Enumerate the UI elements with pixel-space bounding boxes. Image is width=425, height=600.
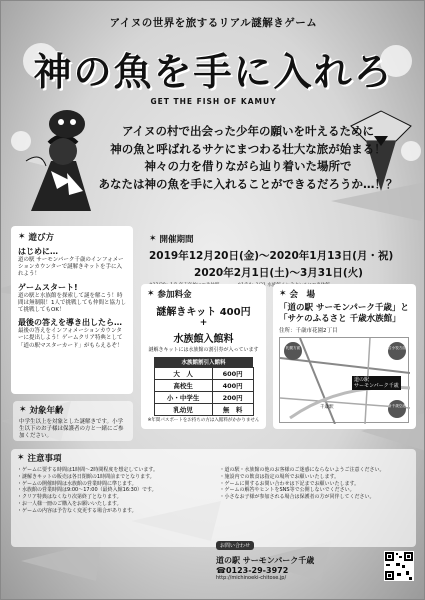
- period-dates-1: 2019年12月20日(金)〜2020年1月13日(月・祝): [149, 250, 394, 262]
- page-title: 神の魚を手に入れろ: [33, 49, 394, 94]
- fee-section: [141, 284, 266, 429]
- step-heading: ゲームスタート!: [18, 282, 78, 292]
- map-venue-badge: 道の駅 サーモンパーク千歳: [354, 377, 399, 389]
- star-icon: ✶: [18, 232, 26, 242]
- map-spot-airport: 新千歳空港: [388, 400, 406, 418]
- fee-price: 600円: [212, 367, 253, 379]
- lead-line: 神々の力を借りながら辿り着いた場所で: [144, 159, 352, 173]
- fee-note: 謎解きキットには水族館の割引券が入っています: [148, 347, 259, 353]
- tagline: アイヌの世界を旅するリアル謎解きゲーム: [109, 17, 318, 29]
- step-heading: 最後の答えを導き出したら…: [18, 318, 122, 328]
- note-item: ・水族館の営業時間は9:00〜17:00（最終入館16:30）です。: [17, 487, 157, 494]
- lead-line: アイヌの村で出会った少年の願いを叶えるために: [122, 124, 374, 138]
- note-item: ・ゲームの内容は予告なく変更する場合があります。: [17, 507, 137, 514]
- star-icon: ✶: [149, 234, 157, 244]
- qr-code-icon[interactable]: [384, 551, 414, 581]
- venue-name-2: 「サケのふるさと 千歳水族館」: [279, 314, 401, 324]
- period-title: ✶ 開催期間: [149, 234, 194, 245]
- fee-label: 乳幼児: [154, 403, 212, 415]
- fee-kit-price: 謎解きキット 400円: [156, 307, 251, 318]
- fee-plus: +: [199, 318, 208, 328]
- target-age-section: [13, 401, 133, 441]
- howto-title: ✶ 遊び方: [18, 232, 55, 243]
- note-item: ・道の駅・水族館の他のお客様のご迷惑にならないようご注意ください。: [219, 467, 385, 473]
- table-row: [154, 379, 253, 391]
- fee-price: 200円: [212, 391, 253, 403]
- star-icon: ✶: [279, 289, 287, 299]
- howto-section: [11, 226, 133, 394]
- fee-table-header: 水族館割引入館料: [154, 357, 253, 368]
- fee-footnote: ※年間パスポートをお持ちの方は入館料がかかりません: [147, 417, 260, 423]
- map-spot-tomakomai: 苫小牧方面: [388, 342, 406, 360]
- fee-label: 高校生: [154, 379, 212, 391]
- fee-title: ✶ 参加料金: [147, 289, 192, 300]
- table-row: [154, 403, 253, 415]
- step-text: 道の駅 サーモンパーク千歳のインフォメーションカウンターで謎解きキットを手に入れよう！: [18, 257, 124, 278]
- note-item: ・クリア特典はなくなり次第終了となります。: [17, 494, 122, 501]
- contact-section: [216, 532, 376, 592]
- mask-character-illustration: [47, 106, 87, 141]
- contact-website-link[interactable]: http://michinoeki-chitose.jp/: [216, 575, 287, 581]
- star-icon: ✶: [19, 405, 27, 415]
- note-item: ・ゲームの解答やヒントをSNS等で公開しないでください。: [219, 487, 355, 494]
- contact-name: 道の駅 サーモンパーク千歳: [216, 556, 315, 565]
- period-section: [141, 229, 416, 292]
- step-heading: はじめに…: [18, 247, 58, 256]
- fee-label: 小・中学生: [154, 391, 212, 403]
- step-text: 道の駅と水族館を探索して謎を解こう！時間は無制限！1人で挑戦しても仲間と協力して挑戦してもOK！: [18, 292, 127, 314]
- target-title: ✶ 対象年齢: [19, 405, 64, 416]
- contact-phone: ☎0123-29-3972: [216, 566, 289, 575]
- venue-section: [273, 284, 416, 429]
- note-item: ・ゲームの開催時間は水族館の営業時間に準じます。: [17, 480, 137, 487]
- map-spot-sapporo: 札幌方面: [284, 342, 302, 360]
- subtitle: GET THE FISH OF KAMUY: [150, 97, 277, 106]
- note-item: ・ゲームに関するお問い合わせは下記までお願いいたします。: [219, 480, 360, 487]
- venue-address: 住所：千歳市花園2丁目: [279, 328, 338, 334]
- venue-name-1: 「道の駅 サーモンパーク千歳」と: [279, 303, 409, 313]
- fee-label: 大 人: [154, 367, 212, 379]
- fee-table: [154, 357, 254, 416]
- note-item: ・小さなお子様が参加される場合は保護者の方が同伴してください。: [219, 494, 375, 501]
- table-row: [154, 391, 253, 403]
- star-icon: ✶: [17, 453, 25, 463]
- period-dates-2: 2020年2月1日(土)〜3月31日(火): [194, 267, 363, 279]
- map-station-label: 千歳駅: [320, 405, 334, 410]
- target-text: 中学生以上を対象とした謎解きです。小学生以下のお子様は保護者の方と一緒にご参加ください。: [19, 419, 124, 440]
- lead-line: 神の魚と呼ばれるサケにまつわる壮大な旅が始まる！: [110, 141, 386, 156]
- notes-column-right: [220, 467, 411, 515]
- venue-title: ✶ 会 場: [279, 289, 316, 300]
- note-item: ・施設内での飲食は指定の場所でお願いいたします。: [219, 473, 340, 480]
- table-row: [154, 367, 253, 379]
- note-item: ・謎解きキットの販売は各日閉館の1時間前までとなります。: [17, 473, 155, 480]
- contact-title: お問い合わせ: [216, 541, 254, 550]
- note-item: ・ゲームに要する時間は1時間〜2時間程度を想定しています。: [17, 467, 158, 473]
- fee-price: 400円: [212, 379, 253, 391]
- step-text: 最後の答えをインフォメーションカウンターに提出しよう！ゲームクリア特典として「道の駅マスターカード」がもらえるぞ！: [18, 328, 123, 349]
- fee-aquarium: 水族館入館料: [173, 334, 234, 345]
- lead-line: あなたは神の魚を手に入れることができるだろうか…！？: [98, 176, 398, 191]
- fee-price: 無 料: [212, 403, 253, 415]
- venue-map: [279, 337, 409, 423]
- note-item: ・お一人様一冊のご購入をお願いいたします。: [17, 500, 122, 507]
- lead-text: [83, 123, 413, 193]
- notes-column-left: [17, 467, 208, 515]
- notes-columns: [17, 467, 410, 515]
- notes-title: ✶ 注意事項: [17, 453, 62, 464]
- star-icon: ✶: [147, 289, 155, 299]
